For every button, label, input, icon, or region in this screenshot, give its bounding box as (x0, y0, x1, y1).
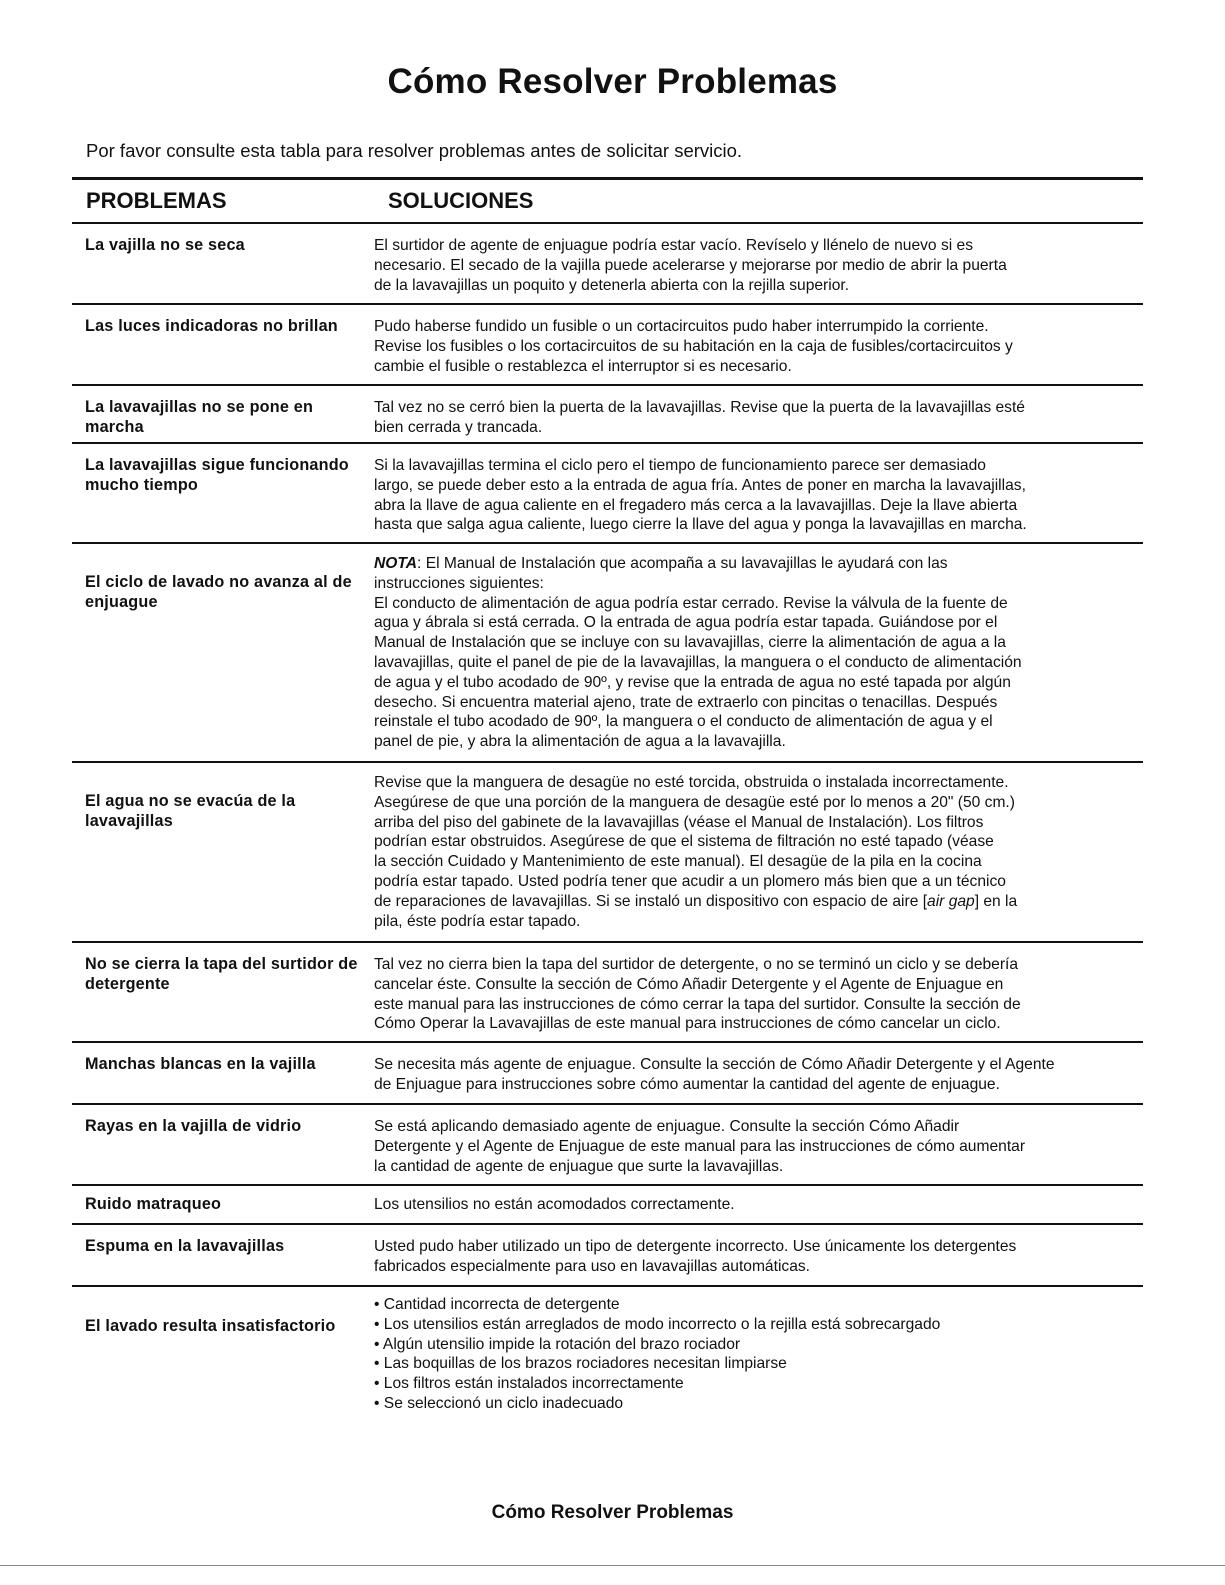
page-footer: Cómo Resolver Problemas (491, 1502, 734, 1523)
solution-text: reinstale el tubo acodado de 90º, la manguera o el conducto de alimentación de agua y el (374, 713, 993, 731)
solution-text: Tal vez no cierra bien la tapa del surtidor de detergente, o no se terminó un ciclo y se debería (374, 956, 1019, 973)
solution-text: hasta que salga agua caliente, luego cierre la llave del agua y ponga la lavavajillas en marcha. (374, 516, 1027, 534)
solution-text: Pudo haberse fundido un fusible o un cortacircuitos pudo haber interrumpido la corriente. (374, 318, 989, 335)
solution-text (374, 554, 1137, 574)
problem-text: Espuma en la lavavajillas (85, 1237, 285, 1255)
problem-text: surtidor de detergente (85, 955, 358, 993)
bullet-item: • Las boquillas de los brazos rociadores necesitan limpiarse (374, 1355, 787, 1373)
nota-label: NOTA (374, 555, 418, 572)
air-gap-pre: de reparaciones de lavavajillas. Si se instaló un dispositivo con espacio de aire [ (374, 892, 928, 910)
solution-cell (374, 544, 1143, 761)
table-row (72, 943, 1143, 1043)
solution-text: Revise los fusibles o los cortacircuitos de su habitación en la caja de fusibles/cortacircuitos y (374, 337, 1013, 355)
solution-cell (374, 1105, 1143, 1184)
problem-cell (72, 444, 374, 542)
solution-text: El conducto de alimentación de agua podría estar cerrado. Revise la válvula de la fuente de (374, 594, 1008, 612)
problem-text: La vajilla no se seca (85, 236, 245, 254)
solution-text: Manual de Instalación que se incluye con su lavavajillas, cierre la alimentación de agua a la (374, 634, 1006, 652)
table-row (72, 305, 1143, 386)
problem-text: No se cierra la tapa del (85, 955, 267, 973)
problem-cell (72, 305, 374, 384)
nota-text: : El Manual de Instalación que acompaña a su lavavajillas le ayudará con las (417, 555, 948, 572)
problem-cell (72, 1225, 374, 1285)
solution-text: Cómo Operar la Lavavajillas de este manual para instrucciones de cómo cancelar un ciclo. (374, 1015, 1001, 1033)
solution-text: Usted pudo haber utilizado un tipo de detergente incorrecto. Use únicamente los detergentes (374, 1238, 1017, 1255)
solution-text: pila, éste podría estar tapado. (374, 912, 581, 930)
problem-cell (72, 1105, 374, 1184)
air-gap-post: ] en la (974, 892, 1018, 910)
air-gap-term: air gap (927, 892, 975, 910)
solution-text: Si la lavavajillas termina el ciclo pero el tiempo de funcionamiento parece ser demasiado (374, 457, 986, 474)
problem-text: funcionando mucho tiempo (85, 456, 349, 494)
problem-cell (72, 224, 374, 303)
page-title: Cómo Resolver Problemas (387, 62, 838, 101)
problem-text: El lavado resulta (85, 1317, 218, 1335)
solution-text (374, 892, 1137, 912)
solution-text: la sección Cuidado y Mantenimiento de este manual). El desagüe de la pila en la cocina (374, 853, 982, 871)
solution-cell (374, 1043, 1143, 1103)
solution-text: Detergente y el Agente de Enjuague de este manual para las instrucciones de cómo aumentar (374, 1137, 1026, 1155)
table-row (72, 763, 1143, 943)
bottom-rule (0, 1565, 1225, 1566)
header-solutions: SOLUCIONES (388, 188, 534, 213)
bullet-item: • Los utensilios están arreglados de modo incorrecto o la rejilla está sobrecargado (374, 1315, 941, 1333)
solution-text: bien cerrada y trancada. (374, 418, 543, 436)
solution-text: este manual para las instrucciones de cómo cerrar la tapa del surtidor. Consulte la sección de (374, 995, 1021, 1013)
table-header (72, 180, 1143, 224)
solution-text: Tal vez no se cerró bien la puerta de la lavavajillas. Revise que la puerta de la lavavajillas esté (374, 399, 1025, 416)
solution-cell (374, 1225, 1143, 1285)
problem-cell (72, 763, 374, 941)
solution-text: de agua y el tubo acodado de 90º, y revise que la entrada de agua no esté tapada por algún (374, 673, 1011, 691)
solution-text: Se necesita más agente de enjuague. Consulte la sección de Cómo Añadir Detergente y el Agente (374, 1056, 1055, 1073)
problem-text: Manchas blancas en la (85, 1055, 265, 1073)
solution-cell (374, 763, 1143, 941)
problem-cell (72, 1287, 374, 1417)
problem-text: en marcha (85, 398, 314, 436)
solution-text: podría estar tapado. Usted podría tener que acudir a un plomero más bien que a un técnico (374, 872, 1006, 890)
solution-text: panel de pie, y abra la alimentación de agua a la lavavajilla. (374, 733, 786, 751)
solution-cell (374, 1186, 1143, 1223)
solution-text: Revise que la manguera de desagüe no esté torcida, obstruida o instalada incorrectamente. (374, 774, 1009, 791)
problem-cell (72, 943, 374, 1041)
solution-text: largo, se puede deber esto a la entrada de agua fría. Antes de poner en marcha la lavavajillas, (374, 476, 1026, 494)
problem-text: insatisfactorio (221, 1317, 336, 1335)
solution-text: de la lavavajillas un poquito y detenerla abierta con la rejilla superior. (374, 276, 850, 294)
problem-text: vajilla (269, 1055, 316, 1073)
intro-text: Por favor consulte esta tabla para resolver problemas antes de solicitar servicio. (86, 140, 743, 161)
solution-text: Asegúrese de que una porción de la manguera de desagüe esté por lo menos a 20" (50 cm.) (374, 793, 1015, 811)
problem-cell (72, 1186, 374, 1223)
solution-text: agua y ábrala si está cerrada. O la entrada de agua podría estar tapada. Guiándose por el (374, 614, 998, 632)
table-row (72, 444, 1143, 544)
solution-cell (374, 386, 1143, 442)
table-row (72, 1186, 1143, 1225)
problem-cell (72, 386, 374, 442)
solution-text: de Enjuague para instrucciones sobre cómo aumentar la cantidad del agente de enjuague. (374, 1075, 1000, 1093)
table-row (72, 1043, 1143, 1105)
problem-text: El ciclo de lavado no avanza (85, 573, 310, 591)
table-row (72, 544, 1143, 763)
bullet-item: • Cantidad incorrecta de detergente (374, 1296, 620, 1313)
table-row (72, 1105, 1143, 1186)
problem-text: Ruido matraqueo (85, 1195, 222, 1213)
table-row (72, 1287, 1143, 1417)
problem-text: Las luces indicadoras no (85, 317, 284, 335)
solution-text: podrían estar obstruidos. Asegúrese de que el sistema de filtración no esté tapado (véase (374, 833, 994, 851)
solution-text: necesario. El secado de la vajilla puede acelerarse y mejorarse por medio de abrir la puerta (374, 256, 1007, 274)
solution-cell (374, 224, 1143, 303)
solution-text: desecho. Si encuentra material ajeno, trate de extraerlo con pincitas o tenacillas. Después (374, 693, 998, 711)
problem-cell (72, 544, 374, 761)
solution-text: la cantidad de agente de enjuague que surte la lavavajillas. (374, 1157, 784, 1175)
bullet-item: • Se seleccionó un ciclo inadecuado (374, 1394, 624, 1412)
solution-cell (374, 305, 1143, 384)
bullet-item: • Algún utensilio impide la rotación del brazo rociador (374, 1335, 741, 1353)
table-row (72, 224, 1143, 305)
problem-text: al de enjuague (85, 573, 352, 611)
solution-text: cambie el fusible o restablezca el interruptor si es necesario. (374, 357, 792, 375)
problem-text: brillan (287, 317, 338, 335)
solution-text: Los utensilios no están acomodados correctamente. (374, 1196, 735, 1213)
solution-cell (374, 444, 1143, 542)
table-row (72, 1225, 1143, 1287)
problem-text: La lavavajillas no se pone (85, 398, 290, 416)
header-problems: PROBLEMAS (86, 188, 227, 213)
problem-text: El agua no se evacúa de la (85, 792, 296, 810)
problem-cell (72, 1043, 374, 1103)
bullet-item: • Los filtros están instalados incorrectamente (374, 1375, 684, 1393)
solution-text: abra la llave de agua caliente en el fregadero más cerca a la lavavajillas. Deje la llave abierta (374, 496, 1018, 514)
solution-text: lavavajillas, quite el panel de pie de la lavavajillas, la manguera o el conducto de alimentación (374, 653, 1022, 671)
solution-text: cancelar éste. Consulte la sección de Cómo Añadir Detergente y el Agente de Enjuague en (374, 975, 1004, 993)
solution-text: instrucciones siguientes: (374, 574, 544, 592)
solution-text: fabricados especialmente para uso en lavavajillas automáticas. (374, 1257, 811, 1275)
problem-text: Rayas en la vajilla de vidrio (85, 1117, 302, 1135)
table-row (72, 386, 1143, 444)
solution-text: Se está aplicando demasiado agente de enjuague. Consulte la sección Cómo Añadir (374, 1118, 960, 1135)
problem-text: La lavavajillas sigue (85, 456, 245, 474)
solution-text: arriba del piso del gabinete de la lavavajillas (véase el Manual de Instalación). Los filtros (374, 813, 984, 831)
problem-text: lavavajillas (85, 811, 173, 830)
troubleshooting-table (72, 177, 1143, 1417)
solution-cell (374, 943, 1143, 1041)
solution-text: El surtidor de agente de enjuague podría estar vacío. Revíselo y llénelo de nuevo si es (374, 237, 974, 254)
solution-cell (374, 1287, 1143, 1417)
